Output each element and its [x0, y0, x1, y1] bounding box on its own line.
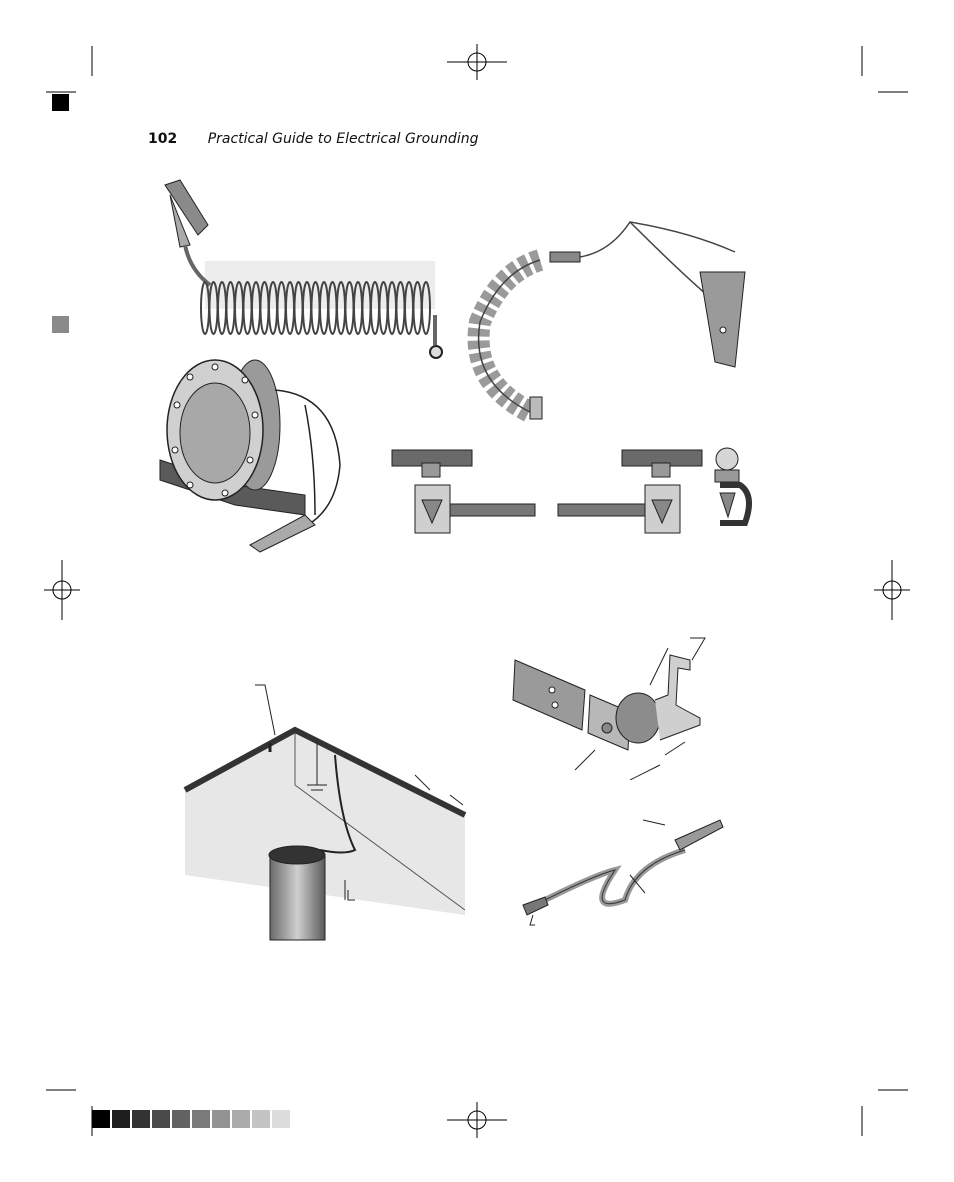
color-swatch: [92, 1110, 110, 1128]
page-number: 102: [148, 131, 178, 147]
color-swatch: [272, 1110, 290, 1128]
bonding-strap-detail-illustration: [510, 630, 720, 780]
coiled-grounding-cord-illustration: [150, 175, 450, 365]
print-color-bar: [92, 1110, 292, 1128]
running-title: Practical Guide to Electrical Grounding: [207, 131, 479, 147]
color-swatch: [112, 1110, 130, 1128]
grounding-cable-assembly-illustration: [515, 805, 730, 930]
coiled-cord-with-dual-clamps-illustration: [460, 212, 760, 427]
page-header: [148, 131, 478, 147]
color-swatch: [132, 1110, 150, 1128]
color-swatch: [172, 1110, 190, 1128]
color-swatch: [252, 1110, 270, 1128]
color-swatch: [232, 1110, 250, 1128]
color-swatch: [212, 1110, 230, 1128]
color-swatch: [152, 1110, 170, 1128]
flanged-vessel-bonding-illustration: [155, 355, 355, 555]
ground-bus-installation-illustration: [180, 680, 490, 945]
bonding-clamps-illustration: [390, 445, 760, 540]
color-swatch: [192, 1110, 210, 1128]
